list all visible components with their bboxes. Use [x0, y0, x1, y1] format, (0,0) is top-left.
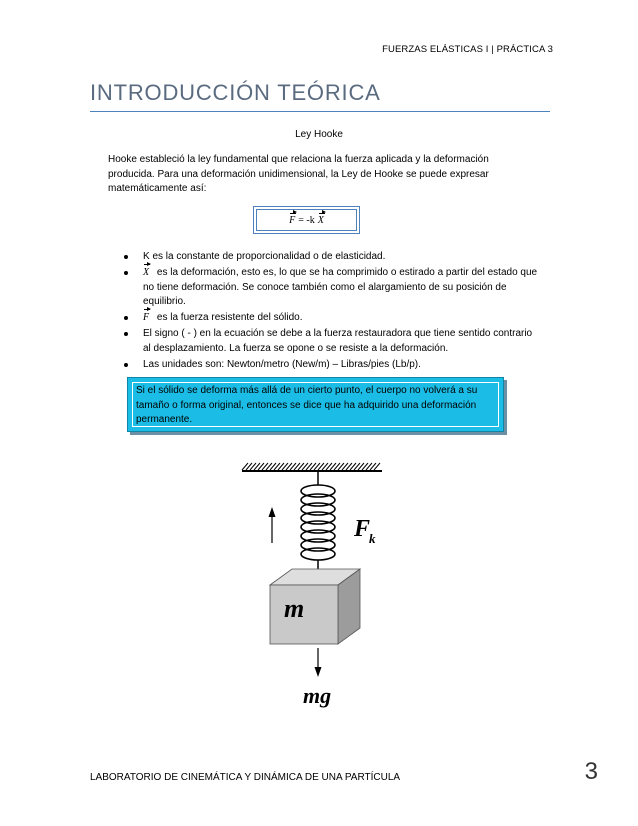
- spring-mass-diagram: [230, 455, 410, 715]
- subtitle: Ley Hooke: [295, 129, 343, 140]
- bullet-list: [122, 250, 542, 374]
- bullet-text: es la fuerza resistente del sólido.: [156, 312, 303, 323]
- diagram-svg: [230, 455, 410, 715]
- bullet-text: es la deformación, esto es, lo que se ha comprimido o estirado a partir del estado que no tiene deformación. Se conoce también como el alargamiento de su posición de equilibrio.: [143, 267, 538, 307]
- page-number: 3: [584, 758, 598, 785]
- formula-box: [256, 209, 357, 231]
- note-box: [127, 377, 504, 432]
- list-item: [122, 311, 542, 326]
- spring-coils: [301, 485, 335, 560]
- bullet-text: El signo ( - ) en la ecuación se debe a la fuerza restauradora que tiene sentido contrario al desplazamiento. La fuerza se opone o se resiste a la deformación.: [143, 328, 533, 354]
- section-title: INTRODUCCIÓN TEÓRICA: [90, 80, 381, 105]
- title-rule: [90, 111, 550, 112]
- list-item: [122, 358, 542, 373]
- formula-deformation-vector: X: [317, 214, 324, 226]
- formula-equals: = -k: [298, 214, 315, 226]
- weight-arrow-head: [315, 667, 322, 677]
- force-arrow-head: [269, 507, 276, 517]
- formula-force-vector: F: [289, 214, 296, 226]
- force-label: F: [354, 516, 371, 542]
- mass-label: m: [284, 594, 305, 623]
- list-item: [122, 250, 542, 265]
- force-subscript: k: [369, 531, 376, 546]
- force-symbol: F: [143, 311, 149, 326]
- list-item: [122, 266, 542, 310]
- deformation-symbol: X: [143, 266, 149, 281]
- weight-label: mg: [303, 683, 332, 708]
- list-item: [122, 327, 542, 356]
- running-header: FUERZAS ELÁSTICAS I | PRÁCTICA 3: [382, 44, 553, 55]
- intro-paragraph: Hooke estableció la ley fundamental que relaciona la fuerza aplicada y la deformación producida. Para una deformación unidimensional, la Ley de Hooke se puede expresar matemáticamente así:: [108, 154, 489, 194]
- ceiling-hatch: [242, 463, 380, 470]
- running-footer: LABORATORIO DE CINEMÁTICA Y DINÁMICA DE UNA PARTÍCULA: [90, 772, 401, 783]
- note-text: Si el sólido se deforma más allá de un cierto punto, el cuerpo no volverá a su tamaño o forma original, entonces se dice que ha adquirido una deformación permanente.: [132, 382, 499, 427]
- bullet-text: K es la constante de proporcionalidad o de elasticidad.: [143, 251, 386, 262]
- bullet-text: Las unidades son: Newton/metro (New/m) – Libras/pies (Lb/p).: [143, 358, 421, 370]
